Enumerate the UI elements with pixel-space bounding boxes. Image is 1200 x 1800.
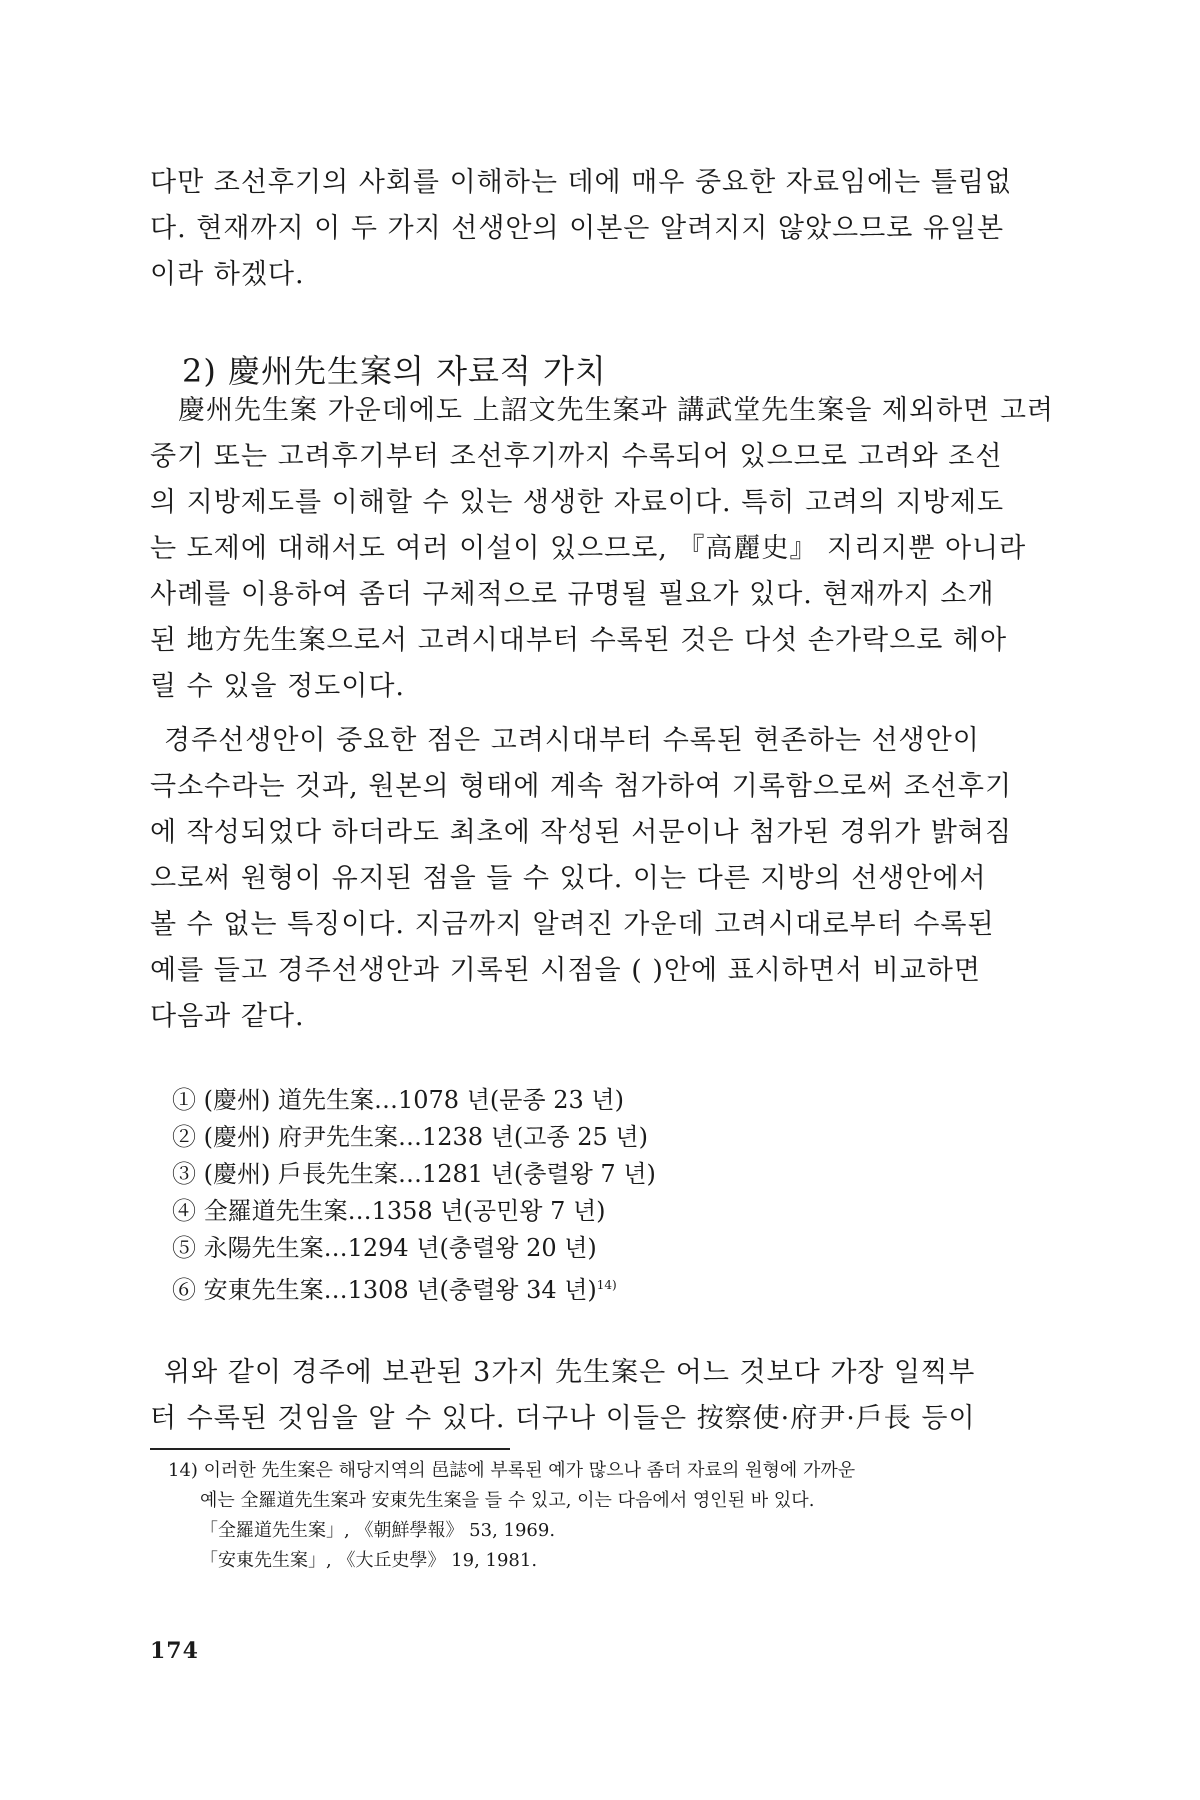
text-line: 의 지방제도를 이해할 수 있는 생생한 자료이다. 특히 고려의 지방제도: [150, 487, 1005, 518]
body-paragraph-1: [150, 388, 1054, 710]
footnote-section: [168, 1456, 1048, 1576]
text-line: 다. 현재까지 이 두 가지 선생안의 이본은 알려지지 않았으므로 유일본: [150, 213, 1005, 244]
text-line: 된 地方先生案으로서 고려시대부터 수록된 것은 다섯 손가락으로 헤아: [150, 625, 1008, 656]
list-item: ⑤ 永陽先生案…1294 년(충렬왕 20 년): [172, 1234, 597, 1262]
body-paragraph-2: [150, 718, 1050, 1040]
text-line: 다음과 같다.: [150, 1001, 305, 1032]
footnote-line: 14) 이러한 先生案은 해당지역의 邑誌에 부록된 예가 많으나 좀더 자료의 원형에 가까운: [168, 1460, 856, 1481]
list-item-text: ⑥ 安東先生案…1308 년(충렬왕 34 년): [172, 1276, 597, 1304]
list-item: ④ 全羅道先生案…1358 년(공민왕 7 년): [172, 1197, 606, 1225]
footnote-divider: [150, 1448, 510, 1450]
text-line: 터 수록된 것임을 알 수 있다. 더구나 이들은 按察使·府尹·戶長 등이: [150, 1403, 976, 1434]
text-line: 중기 또는 고려후기부터 조선후기까지 수록되어 있으므로 고려와 조선: [150, 441, 1003, 472]
list-item: ② (慶州) 府尹先生案…1238 년(고종 25 년): [172, 1123, 648, 1151]
text-line: 으로써 원형이 유지된 점을 들 수 있다. 이는 다른 지방의 선생안에서: [150, 863, 987, 894]
intro-paragraph: [150, 160, 1050, 298]
footnote-reference: 「全羅道先生案」, 《朝鮮學報》 53, 1969.: [200, 1520, 556, 1541]
list-item: ③ (慶州) 戶長先生案…1281 년(충렬왕 7 년): [172, 1160, 656, 1188]
text-line: 는 도제에 대해서도 여러 이설이 있으므로, 『高麗史』 지리지뿐 아니라: [150, 533, 1027, 564]
footnote-reference: 「安東先生案」, 《大丘史學》 19, 1981.: [200, 1550, 538, 1571]
text-line: 사례를 이용하여 좀더 구체적으로 규명될 필요가 있다. 현재까지 소개: [150, 579, 995, 610]
text-line: 다만 조선후기의 사회를 이해하는 데에 매우 중요한 자료임에는 틀림없: [150, 167, 1013, 198]
text-line: 경주선생안이 중요한 점은 고려시대부터 수록된 현존하는 선생안이: [164, 725, 980, 756]
list-item: ① (慶州) 道先生案…1078 년(문종 23 년): [172, 1086, 624, 1114]
text-line: 위와 같이 경주에 보관된 3가지 先生案은 어느 것보다 가장 일찍부: [164, 1357, 976, 1388]
page-number: 174: [150, 1638, 199, 1664]
text-line: 慶州先生案 가운데에도 上詔文先生案과 講武堂先生案을 제외하면 고려: [178, 395, 1054, 426]
body-paragraph-3: [150, 1350, 1050, 1442]
footnote-marker: 14): [596, 1278, 617, 1292]
numbered-list: [172, 1082, 972, 1309]
section-heading: 2) 慶州先生案의 자료적 가치: [182, 352, 607, 390]
text-line: 에 작성되었다 하더라도 최초에 작성된 서문이나 첨가된 경위가 밝혀짐: [150, 817, 1013, 848]
footnote-line: 예는 全羅道先生案과 安東先生案을 들 수 있고, 이는 다음에서 영인된 바 있다.: [200, 1490, 815, 1511]
list-item-with-footnote: [172, 1267, 972, 1309]
text-line: 이라 하겠다.: [150, 259, 305, 290]
text-line: 볼 수 없는 특징이다. 지금까지 알려진 가운데 고려시대로부터 수록된: [150, 909, 995, 940]
text-line: 예를 들고 경주선생안과 기록된 시점을 ( )안에 표시하면서 비교하면: [150, 955, 981, 986]
text-line: 극소수라는 것과, 원본의 형태에 계속 첨가하여 기록함으로써 조선후기: [150, 771, 1013, 802]
text-line: 릴 수 있을 정도이다.: [150, 671, 405, 702]
